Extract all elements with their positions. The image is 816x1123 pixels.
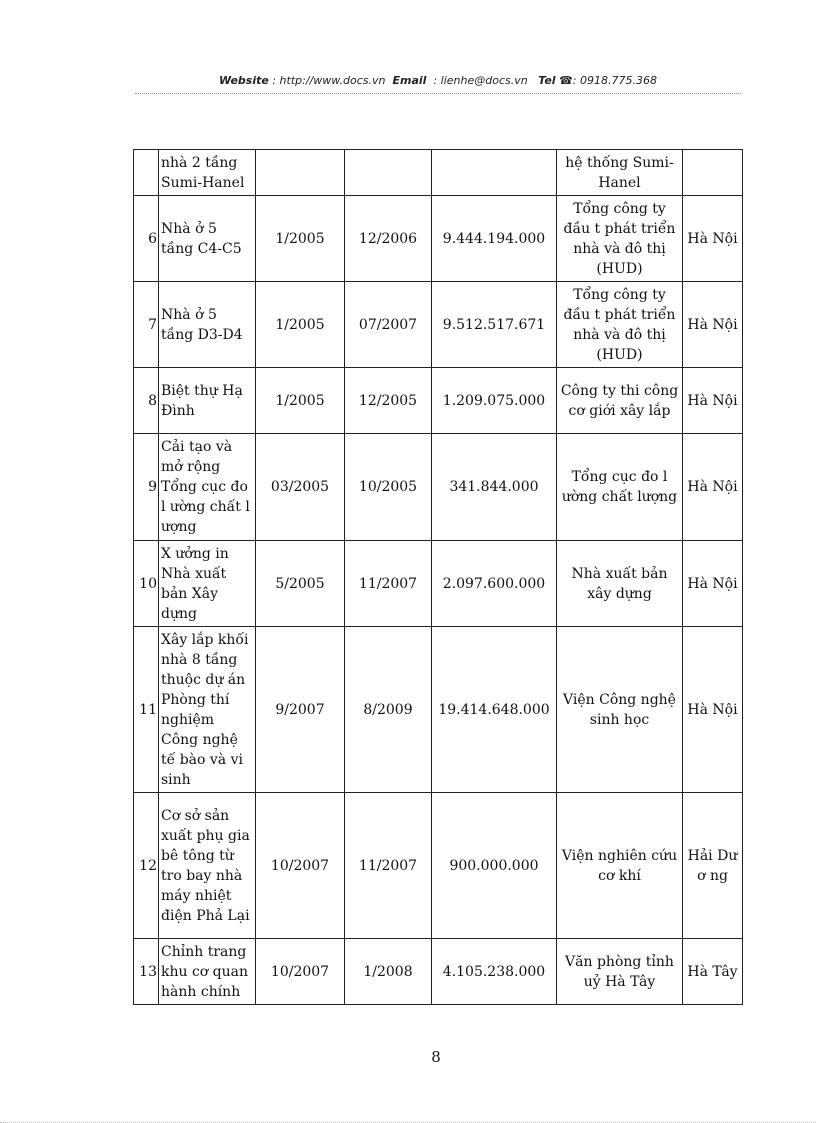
contract-value xyxy=(432,150,557,196)
row-number xyxy=(134,150,159,196)
project-name: Chỉnh trang khu cơ quan hành chính xyxy=(159,939,256,1005)
table-row xyxy=(134,627,743,793)
end-date: 10/2005 xyxy=(345,434,432,541)
location: Hà Nội xyxy=(683,434,743,541)
email-label: Email xyxy=(392,74,427,87)
location: Hà Tây xyxy=(683,939,743,1005)
project-name: Biệt thự Hạ Đình xyxy=(159,368,256,434)
contract-value: 9.444.194.000 xyxy=(432,196,557,282)
end-date: 8/2009 xyxy=(345,627,432,793)
project-owner: Tổng công ty đầu t phát triển nhà và đô thị (HUD) xyxy=(557,282,683,368)
table-row xyxy=(134,541,743,627)
table-row xyxy=(134,150,743,196)
location: Hà Nội xyxy=(683,627,743,793)
contract-value: 341.844.000 xyxy=(432,434,557,541)
project-owner: Nhà xuất bản xây dựng xyxy=(557,541,683,627)
start-date: 1/2005 xyxy=(256,368,345,434)
row-number: 10 xyxy=(134,541,159,627)
table-row xyxy=(134,368,743,434)
contract-value: 19.414.648.000 xyxy=(432,627,557,793)
start-date: 10/2007 xyxy=(256,793,345,939)
tel-label: Tel xyxy=(538,74,556,87)
location: Hà Nội xyxy=(683,368,743,434)
row-number: 11 xyxy=(134,627,159,793)
row-number: 6 xyxy=(134,196,159,282)
table-row xyxy=(134,196,743,282)
contract-value: 9.512.517.671 xyxy=(432,282,557,368)
project-table xyxy=(133,149,743,1005)
location xyxy=(683,150,743,196)
location: Hà Nội xyxy=(683,541,743,627)
project-name: X ưởng in Nhà xuất bản Xây dựng xyxy=(159,541,256,627)
project-name: Nhà ở 5 tầng D3-D4 xyxy=(159,282,256,368)
project-name: Nhà ở 5 tầng C4-C5 xyxy=(159,196,256,282)
project-name: Cải tạo và mở rộng Tổng cục đo l ường chất l ượng xyxy=(159,434,256,541)
website-label: Website xyxy=(219,74,269,87)
end-date xyxy=(345,150,432,196)
header-rule xyxy=(135,93,741,94)
project-name: Xây lắp khối nhà 8 tầng thuộc dự án Phòng thí nghiệm Công nghệ tế bào và vi sinh xyxy=(159,627,256,793)
location: Hà Nội xyxy=(683,282,743,368)
row-number: 7 xyxy=(134,282,159,368)
row-number: 9 xyxy=(134,434,159,541)
start-date: 1/2005 xyxy=(256,282,345,368)
contract-value: 900.000.000 xyxy=(432,793,557,939)
contract-value: 1.209.075.000 xyxy=(432,368,557,434)
project-owner: Tổng công ty đầu t phát triển nhà và đô thị (HUD) xyxy=(557,196,683,282)
end-date: 11/2007 xyxy=(345,793,432,939)
table-row xyxy=(134,434,743,541)
project-name: nhà 2 tầng Sumi-Hanel xyxy=(159,150,256,196)
start-date xyxy=(256,150,345,196)
tel-value: : 0918.775.368 xyxy=(572,74,657,87)
row-number: 13 xyxy=(134,939,159,1005)
contract-value: 4.105.238.000 xyxy=(432,939,557,1005)
start-date: 1/2005 xyxy=(256,196,345,282)
start-date: 10/2007 xyxy=(256,939,345,1005)
end-date: 1/2008 xyxy=(345,939,432,1005)
table-row xyxy=(134,793,743,939)
project-owner: Tổng cục đo l ường chất lượng xyxy=(557,434,683,541)
phone-icon: ☎ xyxy=(559,74,573,87)
project-owner: Công ty thi công cơ giới xây lắp xyxy=(557,368,683,434)
project-owner: Viện nghiên cứu cơ khí xyxy=(557,793,683,939)
location: Hải Dư ơ ng xyxy=(683,793,743,939)
email-value: : lienhe@docs.vn xyxy=(433,74,528,87)
end-date: 12/2005 xyxy=(345,368,432,434)
project-owner: Văn phòng tỉnh uỷ Hà Tây xyxy=(557,939,683,1005)
table-row xyxy=(134,939,743,1005)
table-row xyxy=(134,282,743,368)
page-number: 8 xyxy=(431,1048,441,1066)
website-value: : http://www.docs.vn xyxy=(272,74,386,87)
page-header xyxy=(135,74,741,87)
start-date: 5/2005 xyxy=(256,541,345,627)
contract-value: 2.097.600.000 xyxy=(432,541,557,627)
start-date: 9/2007 xyxy=(256,627,345,793)
project-name: Cơ sở sản xuất phụ gia bê tông từ tro bay nhà máy nhiệt điện Phả Lại xyxy=(159,793,256,939)
start-date: 03/2005 xyxy=(256,434,345,541)
row-number: 8 xyxy=(134,368,159,434)
project-owner: hệ thống Sumi-Hanel xyxy=(557,150,683,196)
end-date: 11/2007 xyxy=(345,541,432,627)
location: Hà Nội xyxy=(683,196,743,282)
row-number: 12 xyxy=(134,793,159,939)
end-date: 07/2007 xyxy=(345,282,432,368)
project-owner: Viện Công nghệ sinh học xyxy=(557,627,683,793)
end-date: 12/2006 xyxy=(345,196,432,282)
